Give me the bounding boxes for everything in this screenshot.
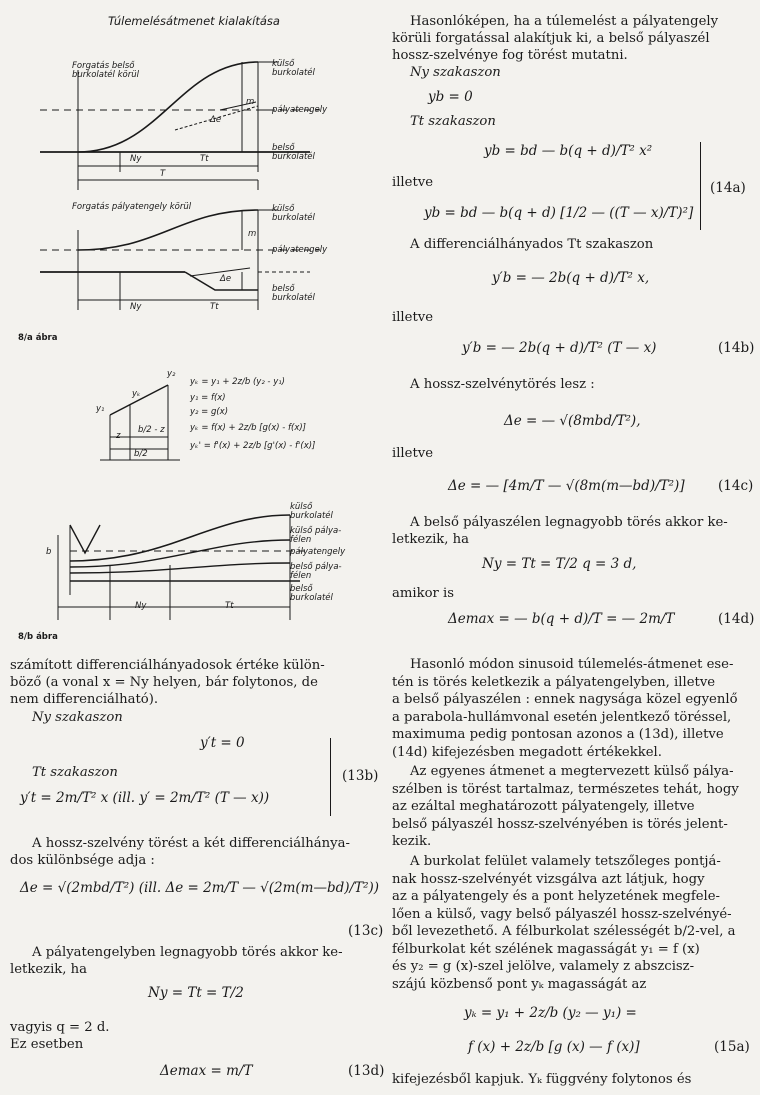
p7-line: A burkolat felület valamely tetszőleges pontjá- [410,854,721,869]
right-eq-max: Δemax = — b(q + d)/T = — 2m/T [448,611,675,627]
mid-ny-label: Ny [130,302,142,312]
right-p7 [392,853,752,993]
bottom-ny-label: Ny [135,601,147,611]
left-tt-section: Tt szakaszon [32,765,118,780]
left-eq-13d: Δemax = m/T [160,1063,253,1079]
small-y2-label: y₂ [167,369,176,379]
right-p5 [392,656,752,761]
left-eq-ny: y′t = 0 [200,735,245,751]
right-eq-de2: Δe = — [4m/T — √(8m(m—bd)/T²)] [448,478,685,494]
right-ny-section: Ny szakaszon [410,65,501,80]
left-ny-section: Ny szakaszon [32,710,123,725]
left-brace-13b [330,738,331,816]
right-p4-line1: A belső pályaszélen legnagyobb törés akkor ke- [410,515,728,530]
mid-outer-edge-label: külső burkolatél [272,204,315,223]
right-p1-line2: körüli forgatással alakítjuk ki, a belső pályaszél [392,31,710,46]
top-axis-label: pályatengely [272,105,328,115]
right-p6 [392,763,752,851]
right-eq15a-line1: yₖ = y₁ + 2z/b (y₂ — y₁) = [464,1005,637,1021]
top-de-label: Δe [210,115,222,125]
p7-line: lően a külső, vagy belső pályaszél hossz-szelvényé- [392,906,732,922]
top-m-label: m [246,97,255,107]
eq-number-13c: (13c) [348,923,384,939]
bottom-outer-edge-label: külső burkolatél [290,502,333,521]
left-p4-line1: vagyis q = 2 d. [10,1020,110,1035]
p5-line: (14d) kifejezésben megadott értékekkel. [392,744,662,760]
top-outer-edge-label: külső burkolatél [272,59,315,78]
left-p1-line2: böző (a vonal x = Ny helyen, bár folytonos, de [10,675,318,690]
bottom-inner-lane-label: belső pálya-félen [290,562,342,581]
p7-line: és y₂ = g (x)-szel jelölve, valamely z abszcisz- [392,959,695,974]
left-p3-line2: letkezik, ha [10,962,88,977]
eq-number-14a: (14a) [710,180,746,196]
fig-b-caption: 8/b ábra [18,632,58,642]
right-p4-line2: letkezik, ha [392,532,470,547]
small-eq1: yₖ = y₁ + 2z/b (y₂ - y₁) [190,377,285,387]
top-inner-edge-label: belső burkolatél [272,143,315,162]
right-p3: A hossz-szelvénytörés lesz : [410,377,595,392]
left-p2-line2: dos különbsége adja : [10,853,155,868]
right-last-line: kifejezésből kapjuk. Yₖ függvény folytonos és [392,1072,692,1087]
p5-line: a belső pályaszélen : ennek nagysága közel egyenlő [392,692,738,707]
eq-number-13b: (13b) [342,768,379,784]
p6-line: az ezáltal meghatározott pályatengely, illetve [392,799,695,814]
p7-line: az a pályatengely és a pont helyzetének megfele- [392,889,720,904]
p7-line: nak hossz-szelvényét vizsgálva azt látjuk, hogy [392,871,705,887]
right-eq-cond: Ny = Tt = T/2 q = 3 d, [482,556,637,572]
fig-a-caption: 8/a ábra [18,333,58,343]
left-p1-line3: nem differenciálható). [10,692,159,707]
left-eq-tt: y′t = 2m/T² x (ill. y′ = 2m/T² (T — x)) [20,790,270,806]
eq-number-14d: (14d) [718,611,755,627]
p5-line: Hasonló módon sinusoid túlemelés-átmenet ese- [410,657,734,672]
p7-line: ből levezethető. A félburkolat szélességét b/2-vel, a [392,924,736,939]
p7-line: szájú közbenső pont yₖ magasságát az [392,976,647,992]
p6-line: szélben is törést tartalmaz, természetes tehát, hogy [392,781,739,797]
small-eq5: yₖ' = f'(x) + 2z/b [g'(x) - f'(x)] [190,441,316,451]
left-p1-line1: számított differenciálhányadosok értéke külön- [10,658,325,673]
right-eq15a-line2: f (x) + 2z/b [g (x) — f (x)] [468,1039,640,1055]
right-eq-yb0: yb = 0 [428,89,473,105]
right-eq-de1: Δe = — √(8mbd/T²), [504,413,641,429]
bottom-axis-label: pályatengely [290,547,346,557]
mid-de-label: Δe [220,274,232,284]
top-ny-label: Ny [130,154,142,164]
eq-number-14b: (14b) [718,340,755,356]
left-eq-13c: Δe = √(2mbd/T²) (ill. Δe = 2m/T — √(2m(m—bd)/T²)) [20,880,380,896]
left-p4-line2: Ez esetben [10,1037,84,1052]
right-p2: A differenciálhányados Tt szakaszon [410,237,654,252]
bottom-inner-edge-label: belső burkolatél [290,584,333,603]
left-p3-line1: A pályatengelyben legnagyobb törés akkor ke- [32,945,343,960]
bottom-outer-lane-label: külső pálya-félen [290,526,342,545]
top-tt-label: Tt [200,154,209,164]
right-p1-line1: Hasonlóképen, ha a túlemelést a pályatengely [410,14,719,29]
bottom-tt-label: Tt [225,601,234,611]
left-p2-line1: A hossz-szelvény törést a két differenciálhánya- [32,836,350,851]
small-y1-label: y₁ [96,404,105,414]
top-heading: Forgatás belső burkolatél körül [72,61,139,80]
small-b2-label: b/2 [134,449,148,459]
right-eq-yb1: yb = bd — b(q + d)/T² x² [484,143,653,159]
right-illetve-3: illetve [392,446,434,461]
small-yk-label: yₖ [132,389,141,399]
small-z-label: z [116,431,121,441]
right-illetve-2: illetve [392,310,434,325]
top-t-label: T [160,169,166,179]
bottom-b-label: b [46,547,52,557]
p5-line: tén is törés keletkezik a pályatengelyben, illetve [392,674,716,690]
p6-line: Az egyenes átmenet a megtervezett külső pálya- [410,764,734,779]
right-tt-section: Tt szakaszon [410,114,496,129]
right-p1-line3: hossz-szelvénye fog törést mutatni. [392,48,628,63]
mid-inner-edge-label: belső burkolatél [272,284,315,303]
eq-number-15a: (15a) [714,1039,750,1055]
right-eq-d2: y′b = — 2b(q + d)/T² (T — x) [462,340,657,356]
p5-line: a parabola-hullámvonal esetén jelentkező töréssel, [392,709,732,725]
right-eq-yb2: yb = bd — b(q + d) [1/2 — ((T — x)/T)²] [424,205,694,221]
small-b2z-label: b/2 - z [138,425,165,435]
small-eq2: y₁ = f(x) [190,393,226,403]
p5-line: maximuma pedig pontosan azonos a (13d), illetve [392,727,724,742]
p7-line: félburkolat két szélének magasságát y₁ = f (x) [392,941,700,957]
mid-m-label: m [248,229,257,239]
small-eq3: y₂ = g(x) [190,407,229,417]
left-eq-cond: Ny = Tt = T/2 [148,985,244,1001]
right-illetve-1: illetve [392,175,434,190]
right-amikor: amikor is [392,586,454,601]
p6-line: belső pályaszél hossz-szelvényében is törés jelent- [392,816,728,832]
small-eq4: yₖ = f(x) + 2z/b [g(x) - f(x)] [190,423,307,433]
mid-tt-label: Tt [210,302,219,312]
right-brace-14a [700,142,701,230]
mid-heading: Forgatás pályatengely körül [72,202,192,212]
p6-line: kezik. [392,834,432,849]
mid-axis-label: pályatengely [272,245,328,255]
figure-title: Túlemelésátmenet kialakítása [108,14,280,28]
eq-number-14c: (14c) [718,478,754,494]
right-eq-d1: y′b = — 2b(q + d)/T² x, [492,270,650,286]
eq-number-13d: (13d) [348,1063,385,1079]
